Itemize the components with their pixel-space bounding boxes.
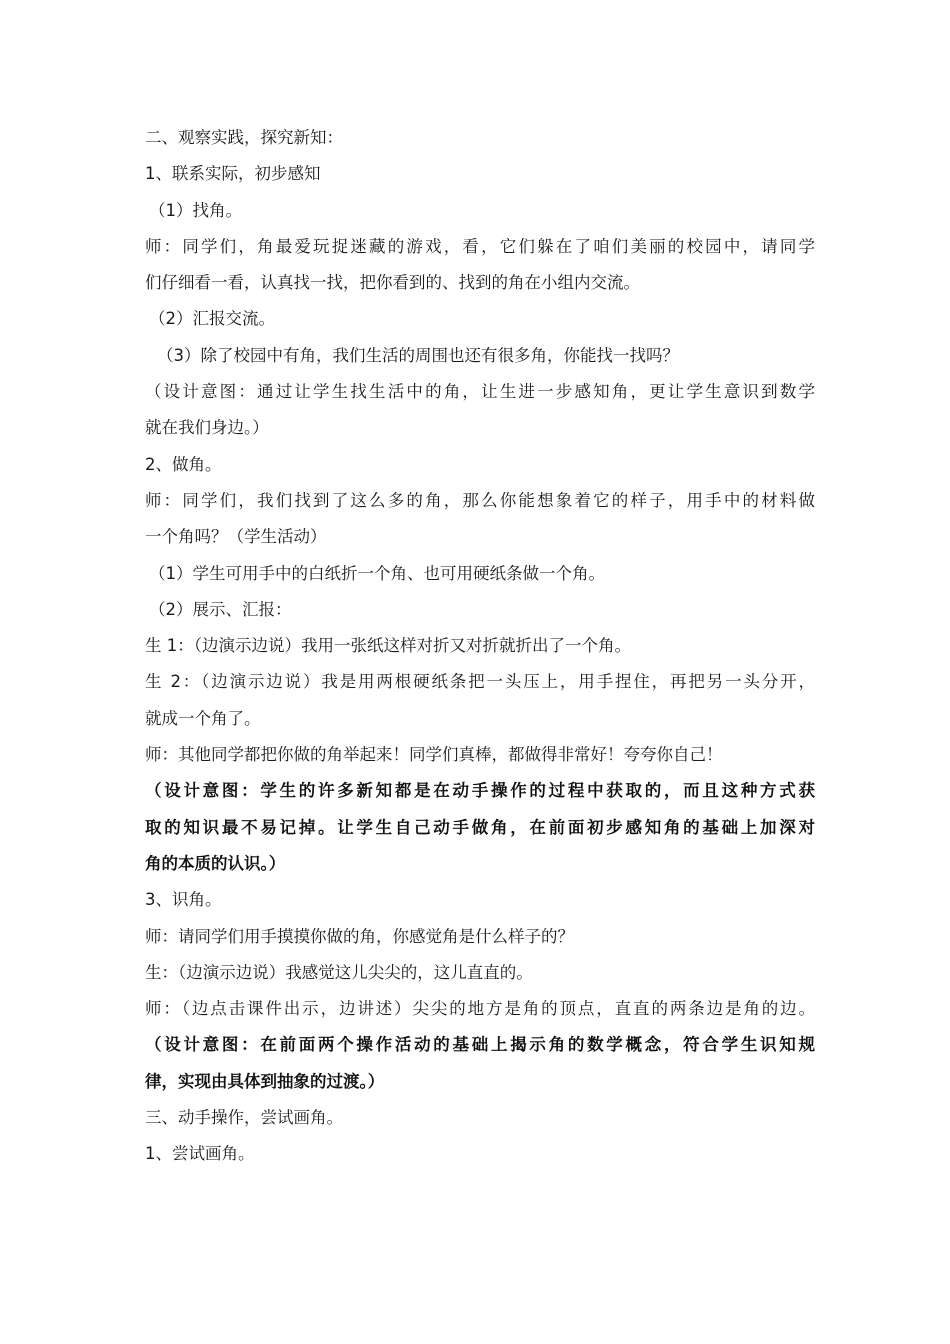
design-intent-bold-line: （设计意图：学生的许多新知都是在动手操作的过程中获取的，而且这种方式获 bbox=[145, 781, 815, 801]
section-heading: 三、动手操作，尝试画角。 bbox=[145, 1108, 343, 1128]
paragraph-line: 就成一个角了。 bbox=[145, 708, 261, 728]
subsection-heading: 3、识角。 bbox=[145, 890, 222, 910]
paragraph-line: 生 2：（边演示边说）我是用两根硬纸条把一头压上，用手捏住，再把另一头分开， bbox=[145, 672, 815, 692]
document-body bbox=[145, 120, 815, 1173]
paragraph-line: 们仔细看一看，认真找一找，把你看到的、找到的角在小组内交流。 bbox=[145, 273, 640, 293]
design-intent-bold-line: 取的知识最不易记掉。让学生自己动手做角，在前面初步感知角的基础上加深对 bbox=[145, 817, 815, 837]
subsection-heading: 1、联系实际，初步感知 bbox=[145, 164, 321, 184]
paragraph-line: 生 1：（边演示边说）我用一张纸这样对折又对折就折出了一个角。 bbox=[145, 636, 631, 656]
paragraph-line: 师：其他同学都把你做的角举起来！同学们真棒，都做得非常好！夸夸你自己！ bbox=[145, 745, 723, 765]
section-heading: 二、观察实践，探究新知： bbox=[145, 128, 343, 147]
paragraph-line: 师：同学们，我们找到了这么多的角，那么你能想象着它的样子，用手中的材料做 bbox=[145, 490, 815, 510]
subsection-heading: 1、尝试画角。 bbox=[145, 1144, 255, 1164]
design-intent-line: 就在我们身边。） bbox=[145, 418, 269, 438]
list-item: （3）除了校园中有角，我们生活的周围也还有很多角，你能找一找吗？ bbox=[157, 345, 679, 365]
design-intent-bold-line: 角的本质的认识。） bbox=[145, 853, 286, 873]
paragraph-line: 师：（边点击课件出示，边讲述）尖尖的地方是角的顶点，直直的两条边是角的边。 bbox=[145, 999, 815, 1019]
list-item: （2）展示、汇报： bbox=[149, 599, 292, 619]
paragraph-line: 师：同学们，角最爱玩捉迷藏的游戏，看，它们躲在了咱们美丽的校园中，请同学 bbox=[145, 236, 815, 256]
subsection-heading: 2、做角。 bbox=[145, 454, 222, 474]
paragraph-line: 师：请同学们用手摸摸你做的角，你感觉角是什么样子的？ bbox=[145, 926, 574, 946]
paragraph-line: 生：（边演示边说）我感觉这儿尖尖的，这儿直直的。 bbox=[145, 962, 533, 982]
list-item: （2）汇报交流。 bbox=[149, 309, 275, 329]
list-item: （1）找角。 bbox=[149, 200, 242, 220]
list-item: （1）学生可用手中的白纸折一个角、也可用硬纸条做一个角。 bbox=[149, 563, 605, 583]
design-intent-line: （设计意图：通过让学生找生活中的角，让生进一步感知角，更让学生意识到数学 bbox=[145, 382, 815, 402]
paragraph-line: 一个角吗？（学生活动） bbox=[145, 527, 327, 547]
design-intent-bold-line: 律，实现由具体到抽象的过渡。） bbox=[145, 1071, 385, 1091]
design-intent-bold-line: （设计意图：在前面两个操作活动的基础上揭示角的数学概念，符合学生识知规 bbox=[145, 1035, 815, 1055]
